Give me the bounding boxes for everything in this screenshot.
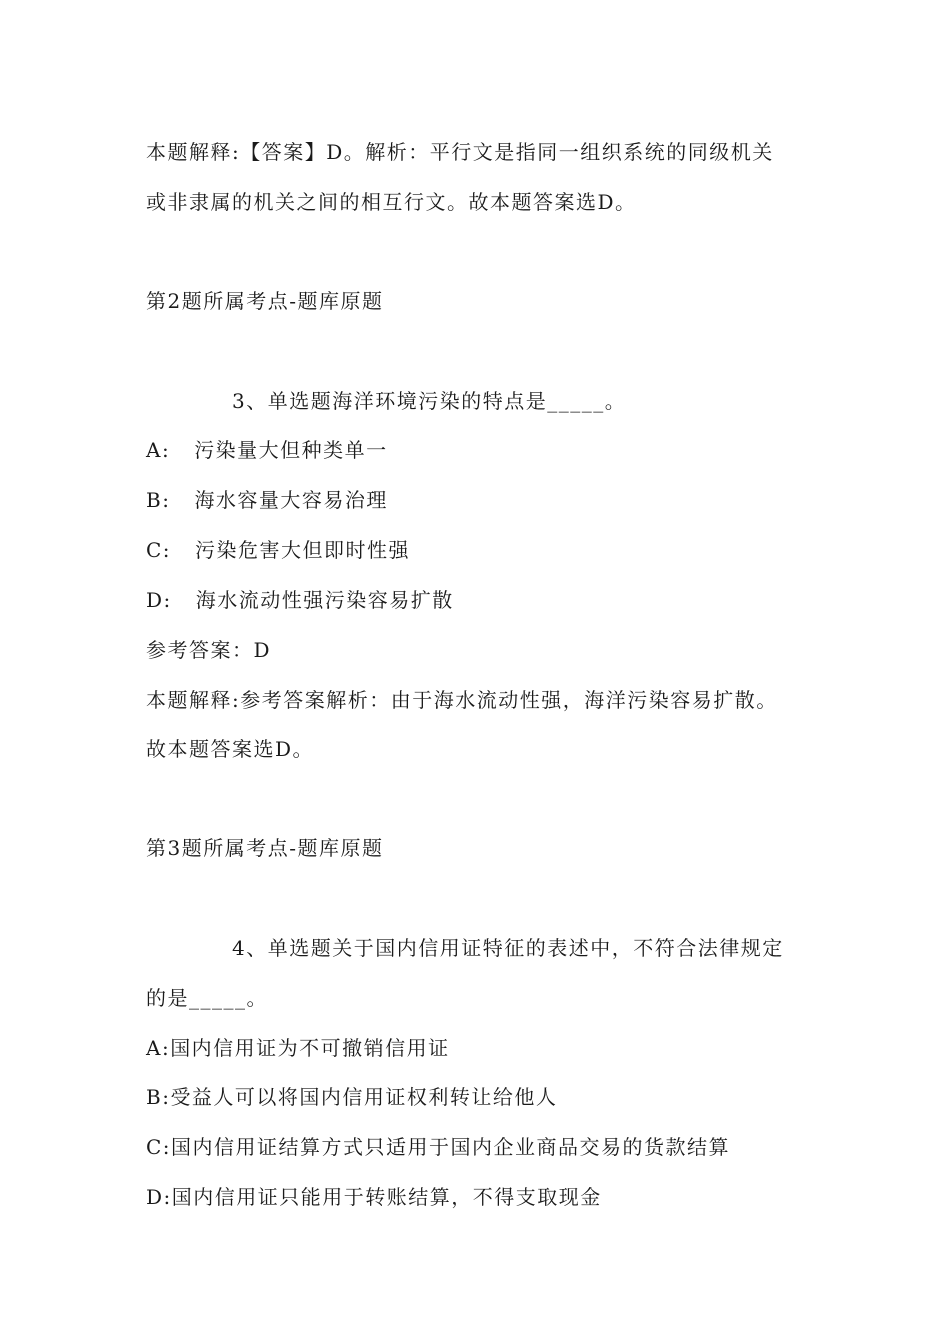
- q3-stem: 3、单选题海洋环境污染的特点是_____。: [232, 389, 627, 413]
- q3-knowledge-point: 第3题所属考点-题库原题: [146, 836, 384, 860]
- q4-stem-line1: 4、单选题关于国内信用证特征的表述中，不符合法律规定: [232, 936, 784, 960]
- option-text: 污染危害大但即时性强: [195, 538, 411, 562]
- option-label: D:: [146, 1185, 172, 1209]
- option-text: 国内信用证为不可撤销信用证: [170, 1036, 450, 1060]
- q3-explanation-line1: 本题解释:参考答案解析：由于海水流动性强，海洋污染容易扩散。: [146, 688, 778, 712]
- option-label: D:: [146, 588, 172, 612]
- q4-option-d: [146, 1183, 602, 1211]
- q3-option-b: [146, 486, 388, 514]
- option-text: 海水容量大容易治理: [194, 488, 388, 512]
- q4-option-c: [146, 1133, 730, 1161]
- q2-explanation-line2: 或非隶属的机关之间的相互行文。故本题答案选D。: [146, 190, 637, 214]
- option-text: 国内信用证只能用于转账结算，不得支取现金: [171, 1185, 602, 1209]
- option-label: C:: [146, 1135, 172, 1159]
- option-label: C:: [146, 538, 172, 562]
- q4-option-a: [146, 1034, 450, 1062]
- option-text: 受益人可以将国内信用证权利转让给他人: [170, 1085, 558, 1109]
- option-label: A:: [146, 438, 171, 462]
- option-text: 污染量大但种类单一: [194, 438, 388, 462]
- q4-option-b: [146, 1083, 557, 1111]
- option-label: A:: [146, 1036, 171, 1060]
- q2-explanation-line1: 本题解释:【答案】D。解析：平行文是指同一组织系统的同级机关: [146, 140, 774, 164]
- q4-stem-line2: 的是_____。: [146, 986, 268, 1010]
- q3-answer: 参考答案：D: [146, 638, 272, 662]
- option-label: B:: [146, 488, 171, 512]
- option-label: B:: [146, 1085, 171, 1109]
- q3-option-c: [146, 536, 410, 564]
- q3-option-a: [146, 436, 388, 464]
- option-text: 国内信用证结算方式只适用于国内企业商品交易的货款结算: [171, 1135, 731, 1159]
- q3-explanation-line2: 故本题答案选D。: [146, 737, 315, 761]
- option-text: 海水流动性强污染容易扩散: [195, 588, 454, 612]
- q3-option-d: [146, 586, 454, 614]
- q2-knowledge-point: 第2题所属考点-题库原题: [146, 289, 384, 313]
